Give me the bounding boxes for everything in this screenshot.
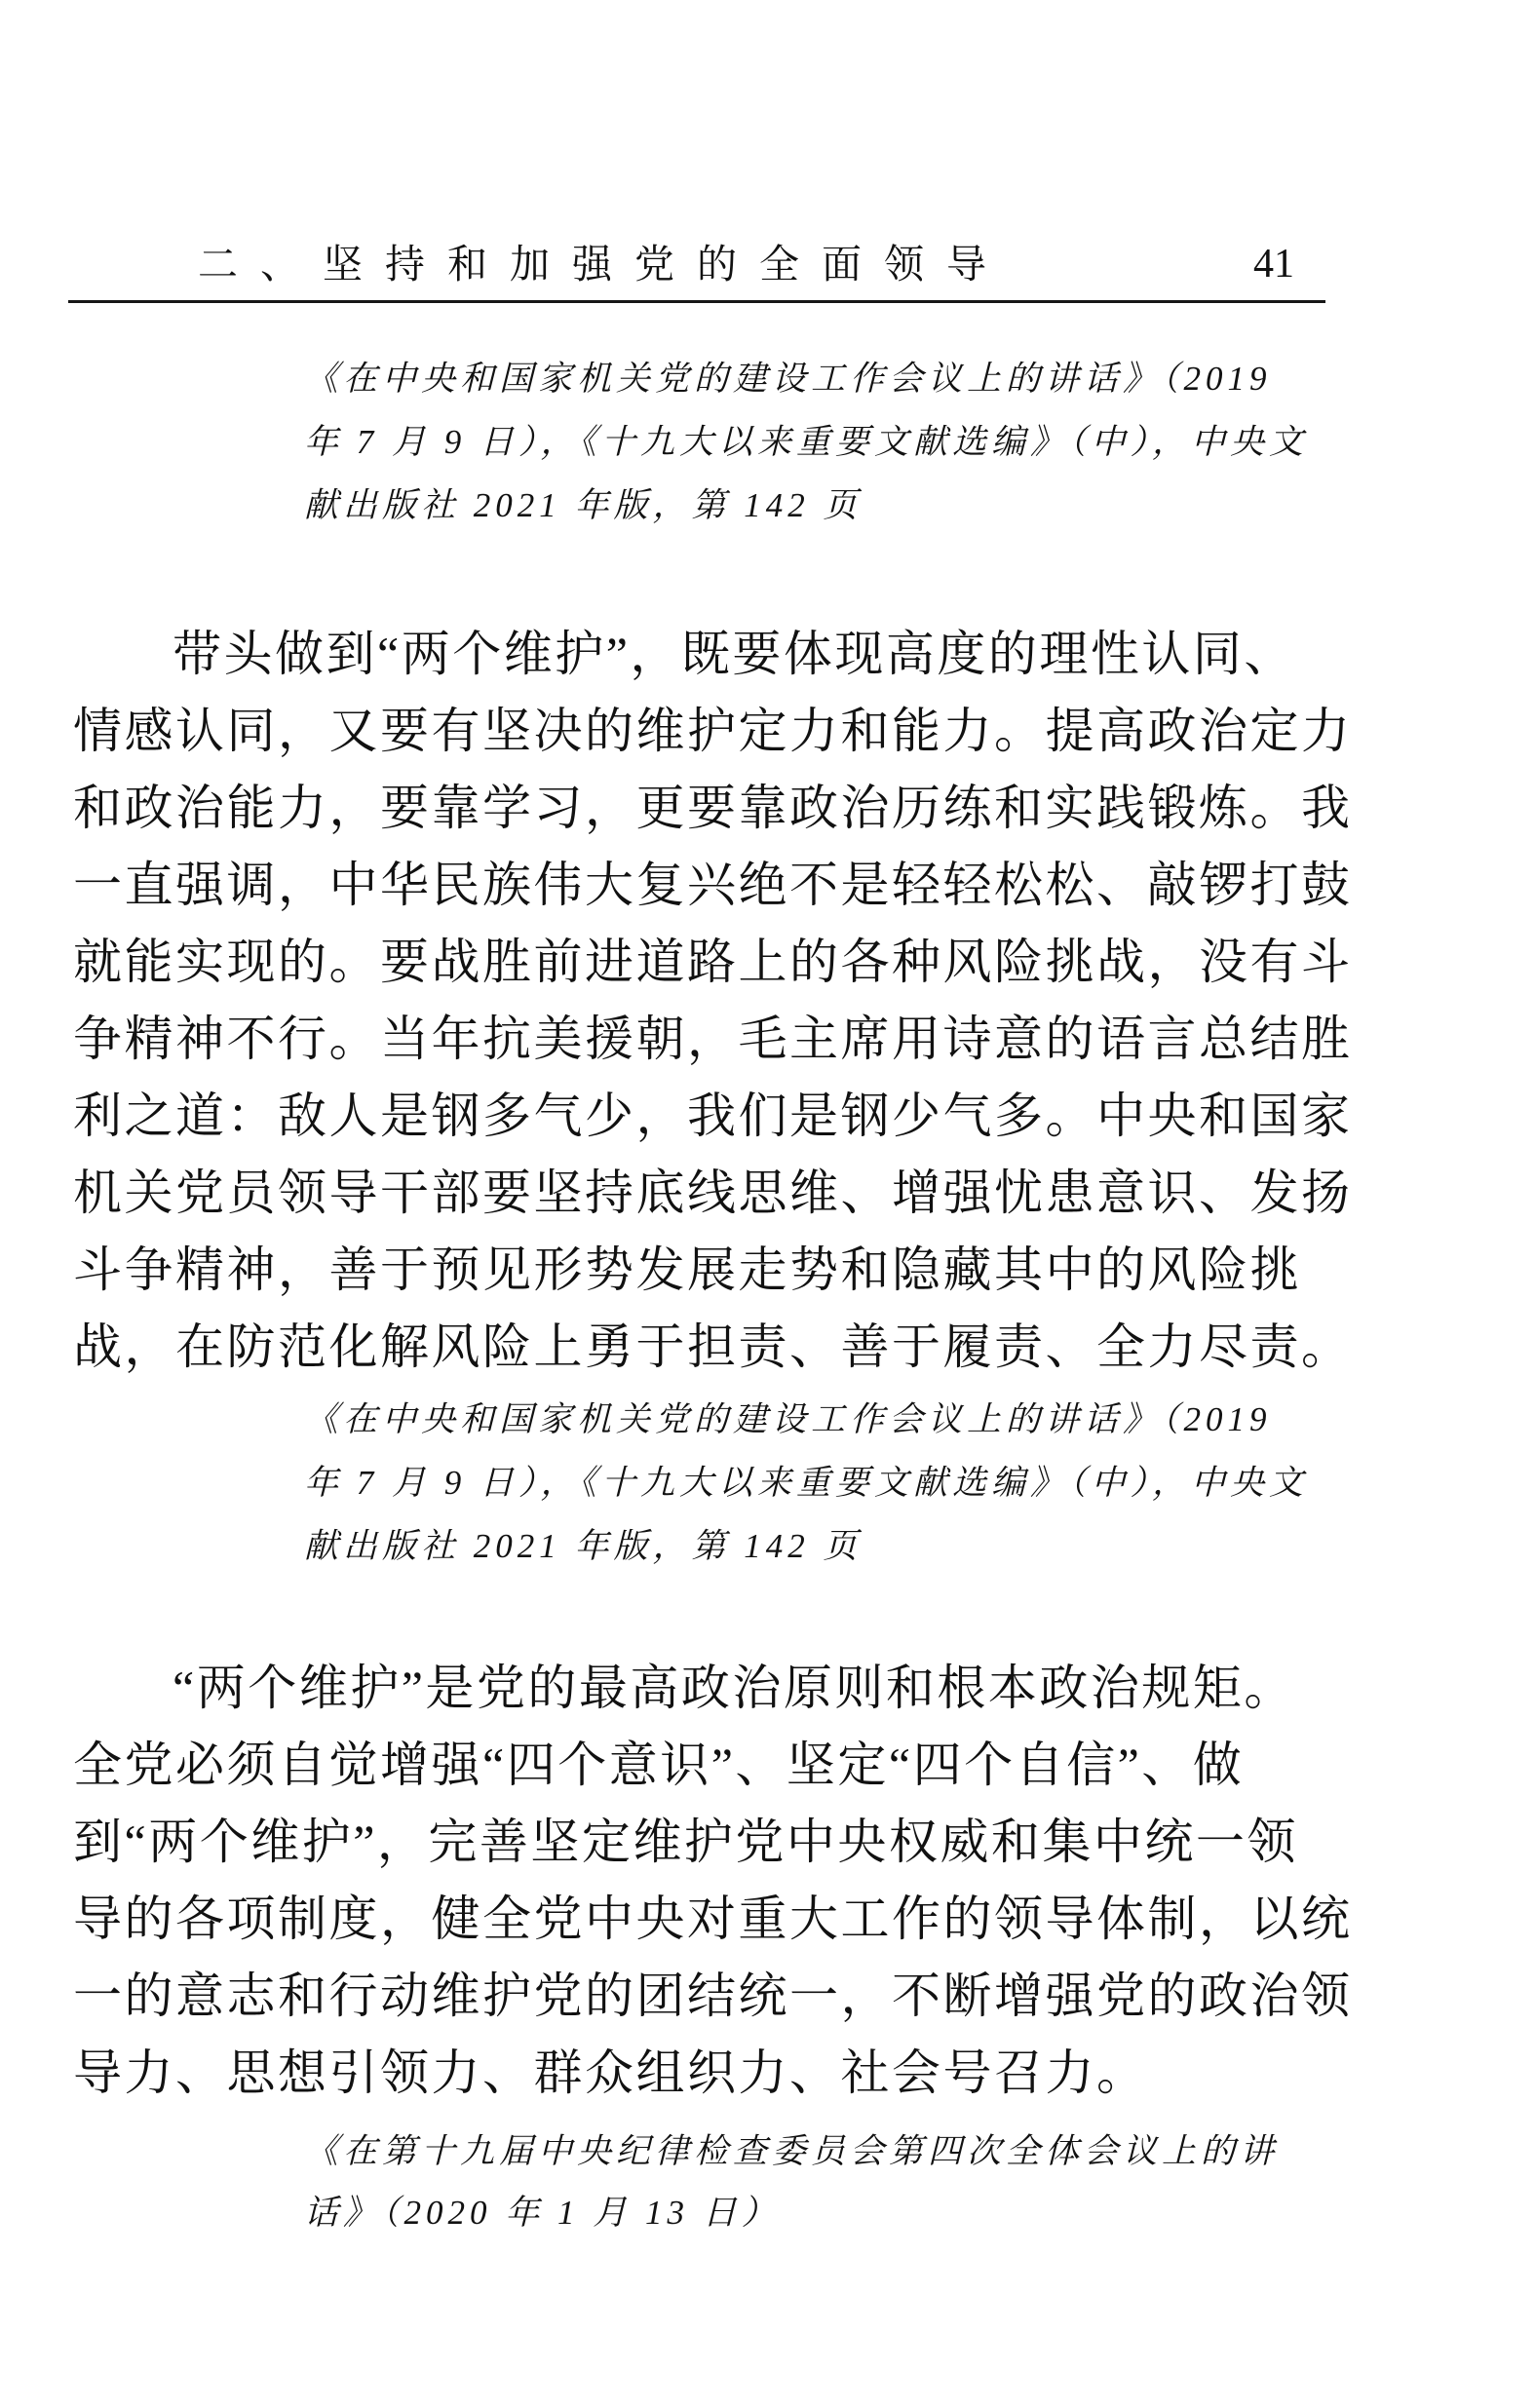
text-line: 战，在防范化解风险上勇于担责、善于履责、全力尽责。 — [73, 1319, 1353, 1374]
text-line: 利之道：敌人是钢多气少，我们是钢少气多。中央和国家 — [73, 1089, 1353, 1143]
body-paragraph-2 — [73, 1650, 1369, 2112]
source-citation-1 — [304, 347, 1386, 537]
body-paragraph-1 — [73, 616, 1369, 1386]
header-rule — [68, 300, 1325, 303]
text-line: 争精神不行。当年抗美援朝，毛主席用诗意的语言总结胜 — [73, 1012, 1353, 1066]
text-line: 导力、思想引领力、群众组织力、社会号召力。 — [73, 2045, 1148, 2100]
citation-line: 年 7 月 9 日），《十九大以来重要文献选编》（中），中央文 — [304, 1464, 1309, 1502]
citation-line: 《在第十九届中央纪律检查委员会第四次全体会议上的讲 — [304, 2132, 1280, 2170]
text-line: “两个维护”是党的最高政治原则和根本政治规矩。 — [173, 1661, 1295, 1715]
page-number: 41 — [1253, 242, 1294, 287]
text-line: 斗争精神，善于预见形势发展走势和隐藏其中的风险挑 — [73, 1242, 1301, 1297]
text-line: 带头做到“两个维护”，既要体现高度的理性认同、 — [173, 627, 1295, 681]
text-line: 导的各项制度，健全党中央对重大工作的领导体制，以统 — [73, 1892, 1353, 1946]
chapter-title: 二、坚持和加强党的全面领导 — [198, 242, 1009, 287]
running-head — [0, 237, 1535, 295]
citation-line: 献出版社 2021 年版，第 142 页 — [304, 1527, 863, 1565]
text-line: 机关党员领导干部要坚持底线思维、增强忧患意识、发扬 — [73, 1166, 1353, 1220]
citation-line: 年 7 月 9 日），《十九大以来重要文献选编》（中），中央文 — [304, 423, 1309, 461]
citation-line: 献出版社 2021 年版，第 142 页 — [304, 486, 863, 524]
text-line: 一直强调，中华民族伟大复兴绝不是轻轻松松、敲锣打鼓 — [73, 858, 1353, 912]
source-citation-2 — [304, 1388, 1386, 1578]
text-line: 到“两个维护”，完善坚定维护党中央权威和集中统一领 — [73, 1815, 1298, 1869]
text-line: 情感认同，又要有坚决的维护定力和能力。提高政治定力 — [73, 704, 1353, 758]
citation-line: 《在中央和国家机关党的建设工作会议上的讲话》（2019 — [304, 360, 1272, 398]
source-citation-3 — [304, 2121, 1386, 2243]
text-line: 一的意志和行动维护党的团结统一，不断增强党的政治领 — [73, 1968, 1353, 2023]
text-line: 全党必须自觉增强“四个意识”、坚定“四个自信”、做 — [73, 1738, 1245, 1792]
citation-line: 《在中央和国家机关党的建设工作会议上的讲话》（2019 — [304, 1400, 1272, 1438]
citation-line: 话》（2020 年 1 月 13 日） — [304, 2194, 781, 2232]
text-line: 和政治能力，要靠学习，更要靠政治历练和实践锻炼。我 — [73, 781, 1353, 835]
text-line: 就能实现的。要战胜前进道路上的各种风险挑战，没有斗 — [73, 935, 1353, 989]
